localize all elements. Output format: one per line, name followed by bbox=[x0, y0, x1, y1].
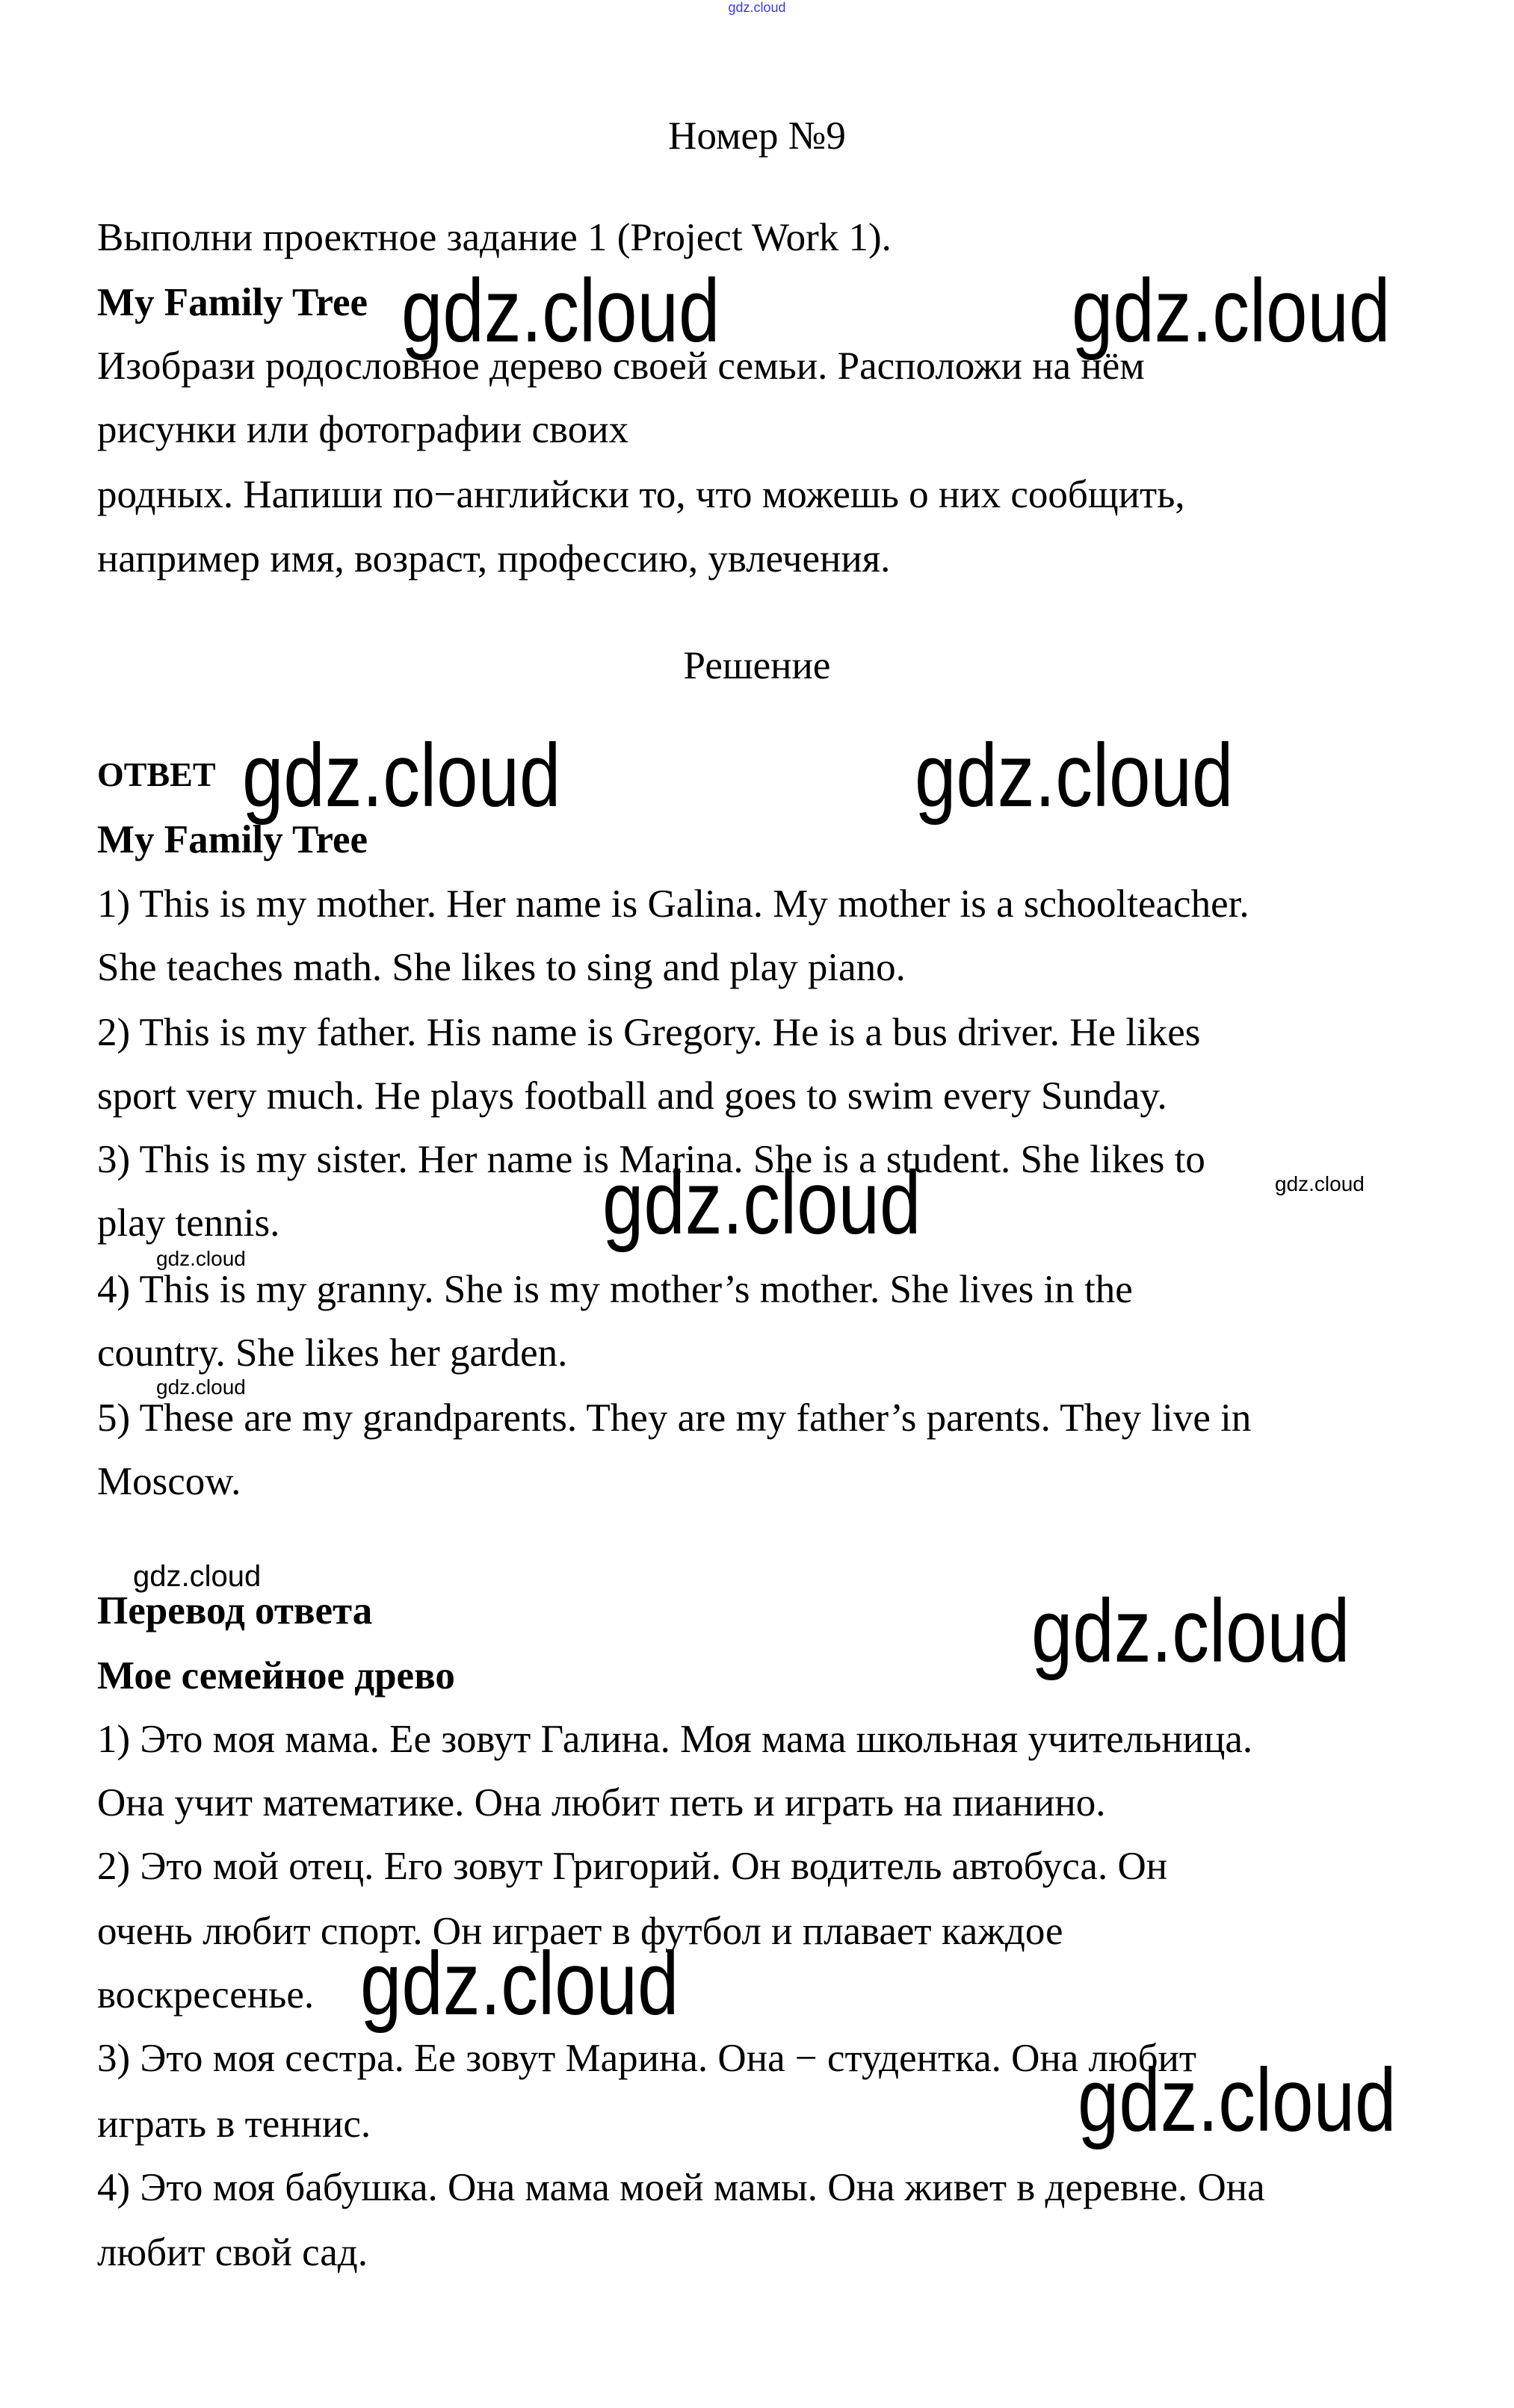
answer-heading: My Family Tree bbox=[97, 818, 368, 861]
translation-line: очень любит спорт. Он играет в футбол и плавает каждое bbox=[97, 1910, 1063, 1953]
watermark: gdz.cloud bbox=[401, 261, 720, 361]
watermark: gdz.cloud bbox=[242, 725, 561, 826]
watermark: gdz.cloud bbox=[360, 1934, 679, 2034]
answer-line: 3) This is my sister. Her name is Marina. She is a student. She likes to bbox=[97, 1138, 1205, 1181]
answer-line: She teaches math. She likes to sing and play piano. bbox=[97, 946, 906, 989]
watermark-small: gdz.cloud bbox=[156, 1247, 246, 1270]
watermark-small: gdz.cloud bbox=[1275, 1172, 1365, 1195]
watermark-small: gdz.cloud bbox=[156, 1375, 246, 1399]
task-heading: My Family Tree bbox=[97, 281, 368, 324]
answer-line: 4) This is my granny. She is my mother’s mother. She lives in the bbox=[97, 1268, 1133, 1311]
translation-line: играть в теннис. bbox=[97, 2102, 371, 2146]
top-watermark-link[interactable]: gdz.cloud bbox=[728, 0, 786, 15]
translation-heading: Мое семейное древо bbox=[97, 1654, 455, 1697]
watermark: gdz.cloud bbox=[1072, 261, 1391, 361]
answer-line: Moscow. bbox=[97, 1460, 241, 1503]
answer-line: 2) This is my father. His name is Gregory. He is a bus driver. He likes bbox=[97, 1011, 1201, 1054]
translation-line: 3) Это моя сестра. Ее зовут Марина. Она − студентка. Она любит bbox=[97, 2037, 1197, 2080]
translation-line: 4) Это моя бабушка. Она мама моей мамы. Она живет в деревне. Она bbox=[97, 2166, 1265, 2209]
answer-line: play tennis. bbox=[97, 1201, 280, 1245]
page-title: Номер №9 bbox=[668, 114, 846, 158]
answer-line: country. She likes her garden. bbox=[97, 1331, 568, 1375]
task-text: Изобрази родословное дерево своей семьи. Расположи на нём bbox=[97, 344, 1145, 388]
translation-line: воскресенье. bbox=[97, 1973, 315, 2017]
watermark: gdz.cloud bbox=[1078, 2050, 1397, 2150]
solution-heading: Решение bbox=[683, 644, 831, 687]
answer-line: 5) These are my grandparents. They are my father’s parents. They live in bbox=[97, 1396, 1252, 1440]
answer-line: sport very much. He plays football and goes to swim every Sunday. bbox=[97, 1074, 1167, 1118]
translation-line: любит свой сад. bbox=[97, 2231, 368, 2274]
translation-label: Перевод ответа bbox=[97, 1589, 373, 1632]
answer-label: ОТВЕТ bbox=[97, 755, 216, 793]
task-text: рисунки или фотографии своих bbox=[97, 408, 629, 451]
watermark: gdz.cloud bbox=[1031, 1581, 1350, 1681]
watermark-medium: gdz.cloud bbox=[133, 1560, 262, 1593]
task-text: Выполни проектное задание 1 (Project Work 1). bbox=[97, 216, 892, 259]
translation-line: 2) Это мой отец. Его зовут Григорий. Он водитель автобуса. Он bbox=[97, 1845, 1168, 1888]
watermark: gdz.cloud bbox=[602, 1153, 921, 1253]
task-text: например имя, возраст, профессию, увлечения. bbox=[97, 537, 891, 581]
task-text: родных. Напиши по−английски то, что можешь о них сообщить, bbox=[97, 473, 1185, 516]
translation-line: 1) Это моя мама. Ее зовут Галина. Моя мама школьная учительница. bbox=[97, 1718, 1253, 1761]
watermark: gdz.cloud bbox=[915, 725, 1234, 826]
translation-line: Она учит математике. Она любит петь и играть на пианино. bbox=[97, 1781, 1106, 1824]
answer-line: 1) This is my mother. Her name is Galina. My mother is a schoolteacher. bbox=[97, 882, 1249, 926]
